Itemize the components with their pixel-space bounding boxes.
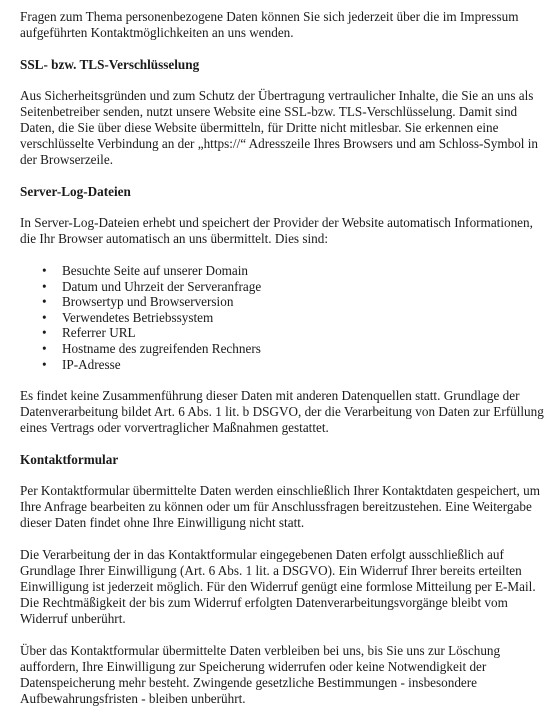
contact-paragraph-1: Per Kontaktformular übermittelte Daten werden einschließlich Ihrer Kontaktdaten gespeichert, um Ihre Anfrage bearbeiten zu können oder um für Anschlussfragen bereitzustehen. Eine Weitergabe dieser Daten findet ohne Ihre Einwilligung nicht statt. xyxy=(20,483,540,531)
list-item: • Hostname des zugreifenden Rechners xyxy=(20,341,544,357)
contact-paragraph-2: Die Verarbeitung der in das Kontaktformular eingegebenen Daten erfolgt ausschließlich auf Grundlage Ihrer Einwilligung (Art. 6 Abs. 1 lit. a DSGVO). Ein Widerruf Ihrer bereits erteilten Einwilligung ist jederzeit möglich. Für den Widerruf genügt eine formlose Mitteilung per E-Mail. Die Rechtmäßigkeit der bis zum Widerruf erfolgten Datenverarbeitungsvorgänge bleibt vom Widerruf unberührt. xyxy=(20,547,536,627)
contact-heading: Kontaktformular xyxy=(20,452,119,468)
list-item: • Referrer URL xyxy=(20,325,544,341)
serverlog-paragraph: In Server-Log-Dateien erhebt und speichert der Provider der Website automatisch Informationen, die Ihr Browser automatisch an uns übermittelt. Dies sind: xyxy=(20,215,533,246)
list-item: • Browsertyp und Browserversion xyxy=(20,294,544,310)
contact-paragraph-3: Über das Kontaktformular übermittelte Daten verbleiben bei uns, bis Sie uns zur Löschung auffordern, Ihre Einwilligung zur Speicherung widerrufen oder keine Notwendigkeit der Datenspeicherung mehr besteht. Zwingende gesetzliche Bestimmungen - insbesondere Aufbewahrungsfristen - bleiben unberührt. xyxy=(20,643,501,707)
list-item: • IP-Adresse xyxy=(20,357,544,373)
ssl-paragraph: Aus Sicherheitsgründen und zum Schutz der Übertragung vertraulicher Inhalte, die Sie an uns als Seitenbetreiber senden, nutzt unsere Website eine SSL-bzw. TLS-Verschlüsselung. Damit sind Daten, die Sie über diese Website übermitteln, für Dritte nicht mitlesbar. Sie erkennen eine verschlüsselte Verbindung an der „https://“ Adresszeile Ihres Browsers und am Schloss-Symbol in der Browserzeile. xyxy=(20,88,539,167)
privacy-policy-document xyxy=(20,9,544,723)
list-item: • Besuchte Seite auf unserer Domain xyxy=(20,263,544,279)
intro-paragraph: Fragen zum Thema personenbezogene Daten können Sie sich jederzeit über die im Impressum aufgeführten Kontaktmöglichkeiten an uns wenden. xyxy=(20,9,519,40)
serverlog-list xyxy=(20,263,544,372)
serverlog-heading: Server-Log-Dateien xyxy=(20,184,131,199)
list-item: • Verwendetes Betriebssystem xyxy=(20,310,544,326)
list-item: • Datum und Uhrzeit der Serveranfrage xyxy=(20,279,544,295)
ssl-heading: SSL- bzw. TLS-Verschlüsselung xyxy=(20,57,200,72)
serverlog-after-paragraph: Es findet keine Zusammenführung dieser Daten mit anderen Datenquellen statt. Grundlage der Datenverarbeitung bildet Art. 6 Abs. 1 lit. b DSGVO, der die Verarbeitung von Daten zur Erfüllung eines Vertrags oder vorvertraglicher Maßnahmen gestattet. xyxy=(20,388,544,436)
